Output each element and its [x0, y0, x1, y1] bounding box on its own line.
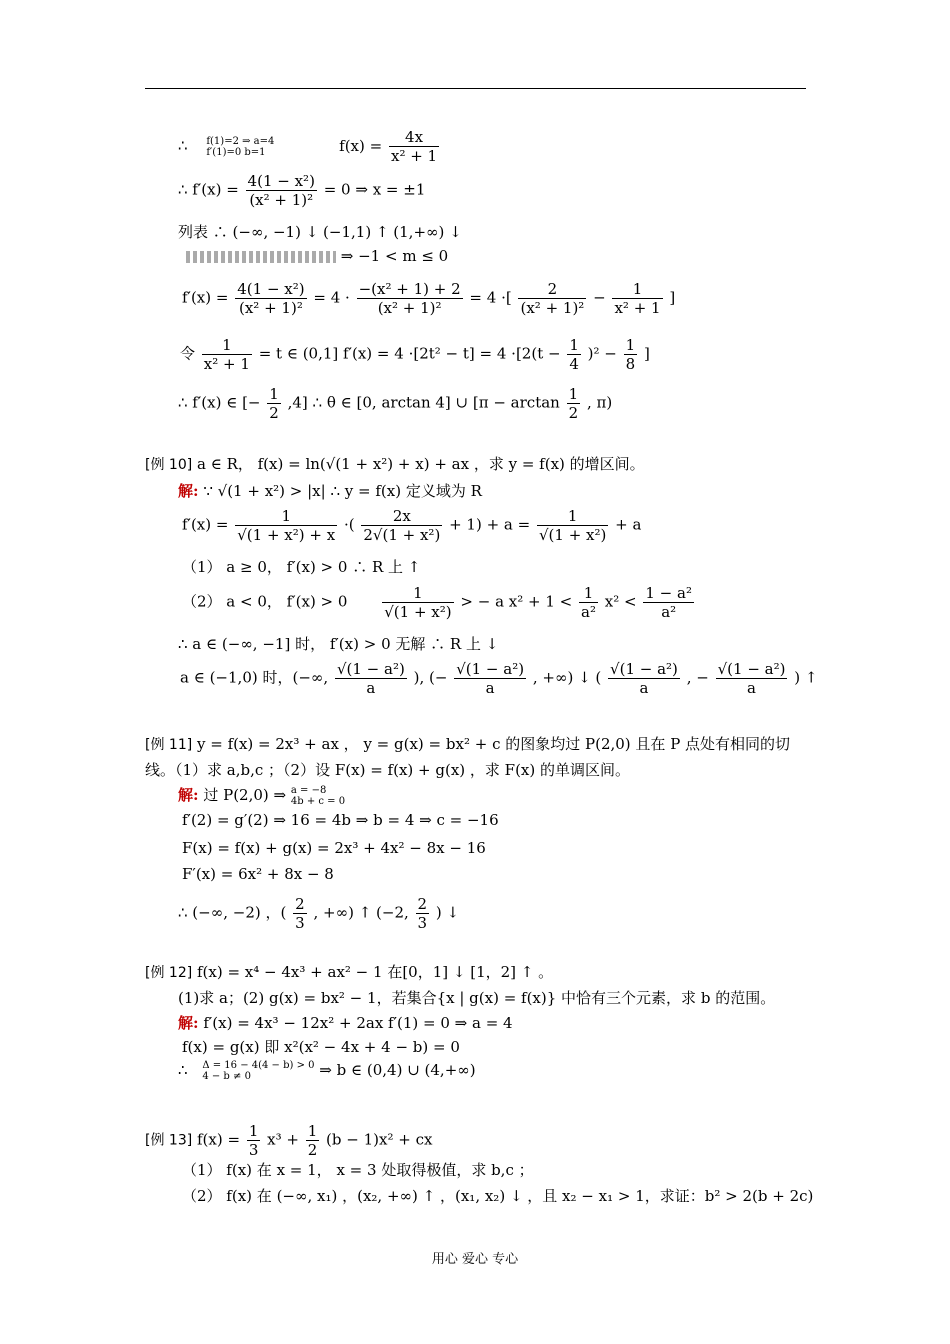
ex10-s6: a ∈ (−1,0) 时，(−∞, $\frac{\text{√(1 − a²)}}{a}$ ), (− $\frac{\text{√(1 − a²)}}{a}$ , +∞) ↓ ( $\frac{\text{√(1 − a²)}}{a}$ , − $\frac{\text{√(1 − a²)}}{a}$ ) ↑	[180, 660, 818, 697]
solution-label: 解:	[178, 482, 199, 500]
ex13-label: [例 13]	[145, 1132, 193, 1149]
ex12-statement: [例 12] f(x) = x⁴ − 4x³ + ax² − 1 在[0，1] ↓ [1，2] ↑ 。	[145, 963, 554, 981]
sys-1: f(1)=2 ⇒ a=4	[206, 135, 275, 147]
frac: $\frac{2x}{\text{2√(1 + x²)}}$	[363, 507, 441, 544]
ex10-s1: 解: ∵ √(1 + x²) > |x| ∴ y = f(x) 定义域为 R	[178, 482, 482, 500]
solution-label: 解:	[178, 1014, 199, 1032]
frac: $\frac{2}{\text{(x² + 1)²}}$	[520, 280, 585, 317]
ex11-s5: ∴ (−∞, −2) ，( $\frac{2}{3}$ , +∞) ↑ (−2, $\frac{2}{3}$ ) ↓	[178, 895, 460, 932]
ex10-s3: （1） a ≥ 0， f′(x) > 0 ∴ R 上 ↑	[182, 558, 421, 576]
derivative: ∴ f′(x) =	[178, 180, 244, 199]
ex11-statement-1: [例 11] y = f(x) = 2x³ + ax ， y = g(x) = bx² + c 的图象均过 P(2,0) 且在 P 点处有相同的切	[145, 735, 791, 753]
ex10-text: a ∈ R， f(x) = ln(√(1 + x²) + x) + ax ，求 y = f(x) 的增区间。	[196, 455, 645, 473]
solution-label: 解:	[178, 786, 199, 804]
fx-def: f(x) =	[339, 136, 387, 155]
therefore: ∴	[178, 136, 188, 155]
frac: $\frac{2}{3}$	[295, 895, 305, 932]
frac: $\frac{\text{4(1 − x²)}}{\text{(x² + 1)²}}$	[247, 172, 315, 209]
frac: $\frac{\text{√(1 − a²)}}{a}$	[336, 660, 405, 697]
ex13-statement: [例 13] f(x) = $\frac{1}{3}$ x³ + $\frac{1}{2}$ (b − 1)x² + cx	[145, 1122, 433, 1159]
ex10-s2: f′(x) = $\frac{1}{\text{√(1 + x²) + x}}$ ·( $\frac{2x}{\text{2√(1 + x²)}}$ + 1) + a = $\frac{1}{\text{√(1 + x²)}}$ + a	[182, 507, 642, 544]
frac: $\frac{1}{\text{x² + 1}}$	[614, 280, 661, 317]
frac: $\frac{1}{2}$	[307, 1122, 318, 1159]
ex11-s3: F(x) = f(x) + g(x) = 2x³ + 4x² − 8x − 16	[182, 839, 486, 857]
header-rule	[145, 88, 806, 89]
line-5: f′(x) = $\frac{\text{4(1 − x²)}}{\text{(x² + 1)²}}$ = 4 · $\frac{\text{−(x² + 1) + 2}}{\text{(x² + 1)²}}$ = 4 ·[ $\frac{2}{\text{(x² + 1)²}}$ − $\frac{1}{\text{x² + 1}}$ ]	[182, 280, 676, 317]
ex10-label: [例 10]	[145, 457, 193, 473]
frac: $\frac{4x}{\text{x² + 1}}$	[390, 128, 438, 165]
m-range: ⇒ −1 < m ≤ 0	[340, 247, 449, 265]
ex12-question: (1)求 a；(2) g(x) = bx² − 1，若集合{x | g(x) = f(x)} 中恰有三个元素，求 b 的范围。	[178, 989, 776, 1007]
ex11-s2: f′(2) = g′(2) ⇒ 16 = 4b ⇒ b = 4 ⇒ c = −16	[182, 811, 499, 829]
frac: $\frac{\text{−(x² + 1) + 2}}{\text{(x² + 1)²}}$	[358, 280, 461, 317]
roots: = 0 ⇒ x = ±1	[323, 180, 426, 199]
frac: $\frac{1}{2}$	[269, 385, 279, 422]
garbled-formula	[186, 251, 336, 263]
ex12-s1: 解: f′(x) = 4x³ − 12x² + 2ax f′(1) = 0 ⇒ a = 4	[178, 1014, 513, 1032]
ex12-s3: ∴ Δ = 16 − 4(4 − b) > 0 4 − b ≠ 0 ⇒ b ∈ (0,4) ∪ (4,+∞)	[178, 1060, 476, 1082]
frac: $\frac{\text{√(1 − a²)}}{a}$	[610, 660, 678, 697]
line-7: ∴ f′(x) ∈ [− $\frac{1}{2}$ ,4] ∴ θ ∈ [0, arctan 4] ∪ [π − arctan $\frac{1}{2}$ , π)	[178, 385, 613, 422]
frac: $\frac{\text{√(1 − a²)}}{a}$	[717, 660, 786, 697]
frac: $\frac{1}{4}$	[569, 336, 579, 373]
line-4	[186, 246, 448, 266]
ex11-statement-2: 线。（1）求 a,b,c ；（2）设 F(x) = f(x) + g(x) ，求 F(x) 的单调区间。	[145, 761, 631, 779]
ex12-s2: f(x) = g(x) 即 x²(x² − 4x + 4 − b) = 0	[182, 1038, 460, 1056]
ex13-q2: （2） f(x) 在 (−∞, x₁) ，(x₂, +∞) ↑ ，(x₁, x₂) ↓ ，且 x₂ − x₁ > 1，求证：b² > 2(b + 2c)	[182, 1187, 814, 1205]
frac: $\frac{1}{\text{√(1 + x²)}}$	[384, 584, 452, 621]
frac: $\frac{2}{3}$	[417, 895, 428, 932]
page-footer: 用心 爱心 专心	[431, 1252, 519, 1267]
ex11-s1: 解: 过 P(2,0) ⇒ a = −8 4b + c = 0	[178, 785, 346, 807]
ex11-label: [例 11]	[145, 737, 193, 753]
frac: $\frac{\text{√(1 − a²)}}{a}$	[456, 660, 525, 697]
ex12-label: [例 12]	[145, 965, 193, 981]
frac: $\frac{\text{1 − a²}}{\text{a²}}$	[645, 584, 692, 621]
ex11-s4: F′(x) = 6x² + 8x − 8	[182, 865, 334, 883]
frac: $\frac{1}{\text{a²}}$	[581, 584, 596, 621]
frac: $\frac{1}{3}$	[248, 1122, 259, 1159]
frac: $\frac{1}{\text{x² + 1}}$	[203, 336, 250, 373]
line-1	[178, 128, 441, 165]
ex10-s4: （2） a < 0， f′(x) > 0 $\frac{1}{\text{√(1 + x²)}}$ > − a x² + 1 < $\frac{1}{\text{a²}}$ x² < $\frac{\text{1 − a²}}{\text{a²}}$	[182, 584, 692, 621]
frac: $\frac{1}{2}$	[568, 385, 579, 422]
sys-2: f′(1)=0 b=1	[206, 146, 266, 158]
frac: $\frac{1}{\text{√(1 + x²)}}$	[538, 507, 607, 544]
line-2	[178, 172, 425, 209]
ex10-s5: ∴ a ∈ (−∞, −1] 时， f′(x) > 0 无解 ∴ R 上 ↓	[178, 635, 499, 653]
ex13-q1: （1） f(x) 在 x = 1， x = 3 处取得极值，求 b,c ；	[182, 1161, 534, 1179]
frac: $\frac{\text{4(1 − x²)}}{\text{(x² + 1)²}}$	[237, 280, 305, 317]
frac: $\frac{1}{\text{√(1 + x²) + x}}$	[237, 507, 336, 544]
line-6: 令 $\frac{1}{\text{x² + 1}}$ = t ∈ (0,1] f′(x) = 4 ·[2t² − t] = 4 ·[2(t − $\frac{1}{4}$ )² − $\frac{1}{8}$ ]	[180, 336, 650, 373]
ex10-statement	[145, 454, 645, 475]
frac: $\frac{1}{8}$	[625, 336, 636, 373]
line-3: 列表 ∴ (−∞, −1) ↓ (−1,1) ↑ (1,+∞) ↓	[178, 223, 462, 241]
